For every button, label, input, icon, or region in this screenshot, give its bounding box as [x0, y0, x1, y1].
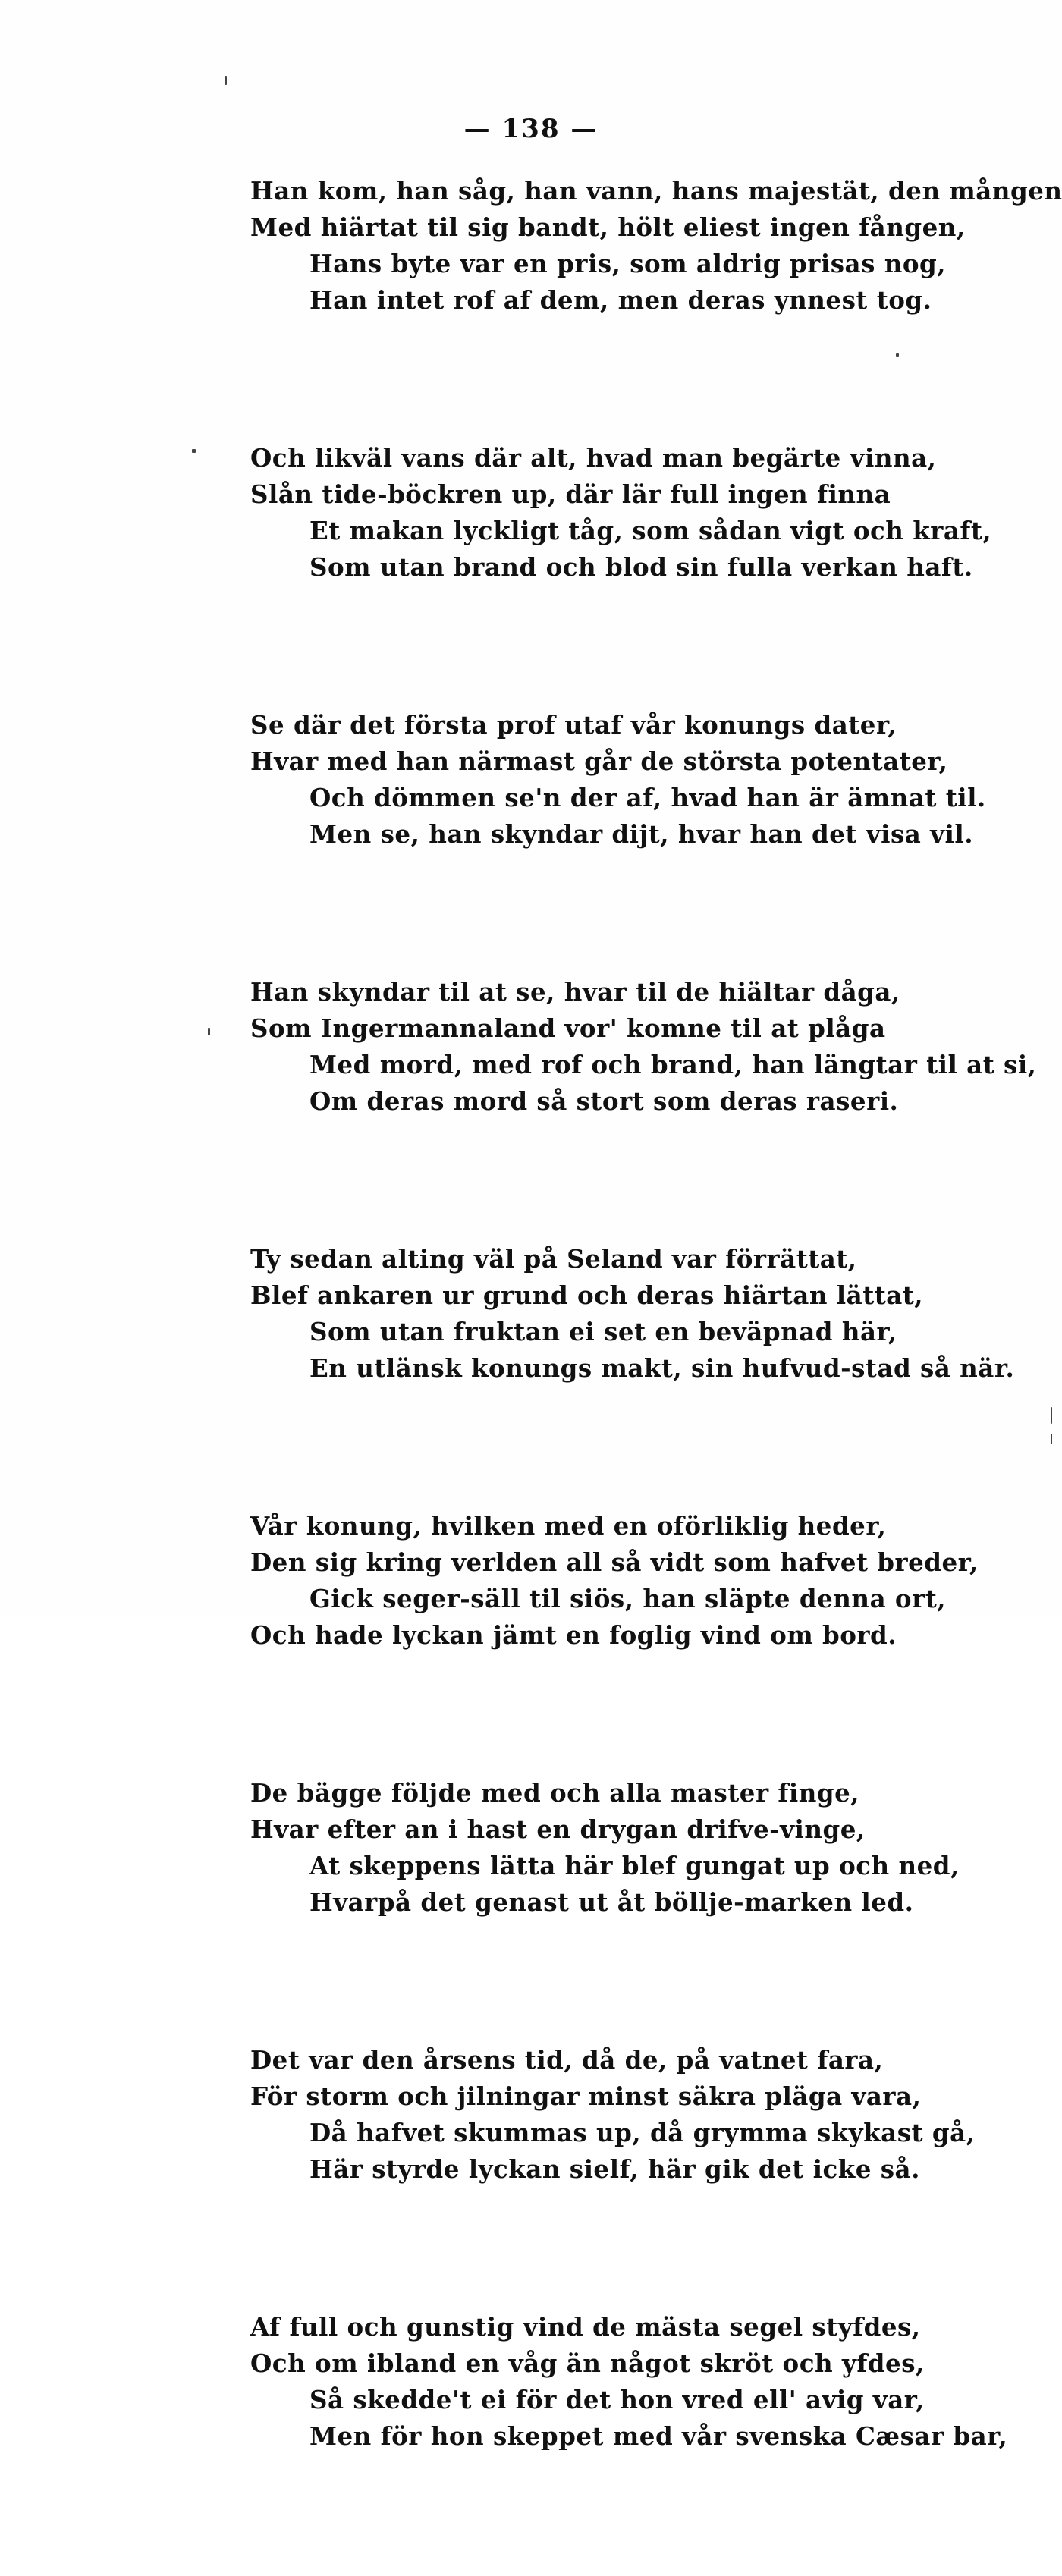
poem-line: De bägge följde med och alla master finge, — [250, 1778, 860, 1808]
poem-line: Och om ibland en våg än något skröt och yfdes, — [250, 2348, 925, 2378]
poem-line: Ty sedan alting väl på Seland var förrättat, — [250, 1244, 857, 1274]
stanza — [250, 1241, 1024, 1508]
poem-line: Här styrde lyckan sielf, här gik det icke så. — [309, 2154, 920, 2184]
poem-line: Han kom, han såg, han vann, hans majestät, den mången — [250, 176, 1062, 206]
poem-line: Men se, han skyndar dijt, hvar han det visa vil. — [309, 819, 974, 849]
poem-line: Som utan brand och blod sin fulla verkan haft. — [309, 552, 973, 582]
print-speck-mark — [1051, 1407, 1052, 1424]
print-speck-mark — [192, 449, 196, 453]
poem-line: Hvar efter an i hast en drygan drifve-vinge, — [250, 1814, 866, 1844]
poem-line: Et makan lyckligt tåg, som sådan vigt och kraft, — [309, 516, 992, 545]
stanza — [250, 2042, 1024, 2309]
poem-line: Som utan fruktan ei set en beväpnad här, — [309, 1317, 897, 1346]
print-speck-mark — [208, 1028, 210, 1035]
poem-line: Med mord, med rof och brand, han längtar til at si, — [309, 1050, 1037, 1079]
stanza — [250, 1508, 1024, 1775]
print-speck-mark — [1051, 1434, 1052, 1444]
poem-line: Blef ankaren ur grund och deras hiärtan lättat, — [250, 1280, 924, 1310]
poem-line: Och dömmen se'n der af, hvad han är ämnat til. — [309, 783, 986, 812]
poem-line: Det var den årsens tid, då de, på vatnet fara, — [250, 2045, 884, 2075]
stanza — [250, 707, 1024, 974]
poem-line: En utlänsk konungs makt, sin hufvud-stad så när. — [309, 1353, 1015, 1383]
print-speck-mark — [225, 76, 227, 85]
print-speck-mark — [896, 353, 899, 357]
poem-line: Hans byte var en pris, som aldrig prisas nog, — [309, 249, 947, 278]
stanza — [250, 2309, 1024, 2576]
poem-text — [250, 173, 1062, 2576]
stanza — [250, 1775, 1024, 2042]
poem-line: Hvar med han närmast går de största potentater, — [250, 746, 948, 776]
poem-line: Hvarpå det genast ut åt böllje-marken led. — [309, 1887, 914, 1917]
poem-line: Den sig kring verlden all så vidt som hafvet breder, — [250, 1547, 979, 1577]
poem-line: Då hafvet skummas up, då grymma skykast gå, — [309, 2118, 976, 2147]
poem-line: Och likväl vans där alt, hvad man begärte vinna, — [250, 443, 937, 473]
poem-line: Af full och gunstig vind de mästa segel styfdes, — [250, 2312, 921, 2342]
poem-line: För storm och jilningar minst säkra pläga vara, — [250, 2081, 922, 2111]
poem-line: Som Ingermannaland vor' komne til at plåga — [250, 1013, 886, 1043]
poem-line: Han skyndar til at se, hvar til de hiältar dåga, — [250, 977, 900, 1007]
poem-line: Med hiärtat til sig bandt, hölt eliest ingen fången, — [250, 212, 966, 242]
poem-line: Och hade lyckan jämt en foglig vind om bord. — [250, 1620, 897, 1650]
stanza — [250, 974, 1037, 1241]
poem-line: Gick seger-säll til siös, han släpte denna ort, — [309, 1584, 947, 1613]
page-number: — 138 — — [463, 114, 599, 144]
poem-line: At skeppens lätta här blef gungat up och ned, — [309, 1851, 960, 1880]
poem-line: Så skedde't ei för det hon vred ell' avig var, — [309, 2385, 925, 2414]
poem-line: Han intet rof af dem, men deras ynnest tog. — [309, 285, 932, 315]
stanza — [250, 173, 1062, 440]
poem-line: Slån tide-böckren up, där lär full ingen finna — [250, 479, 891, 509]
poem-line: Vår konung, hvilken med en oförliklig heder, — [250, 1511, 887, 1541]
poem-line: Se där det första prof utaf vår konungs dater, — [250, 710, 897, 740]
stanza — [250, 440, 1024, 707]
poem-line: Men för hon skeppet med vår svenska Cæsar bar, — [309, 2421, 1008, 2451]
poem-line: Om deras mord så stort som deras raseri. — [309, 1086, 899, 1116]
